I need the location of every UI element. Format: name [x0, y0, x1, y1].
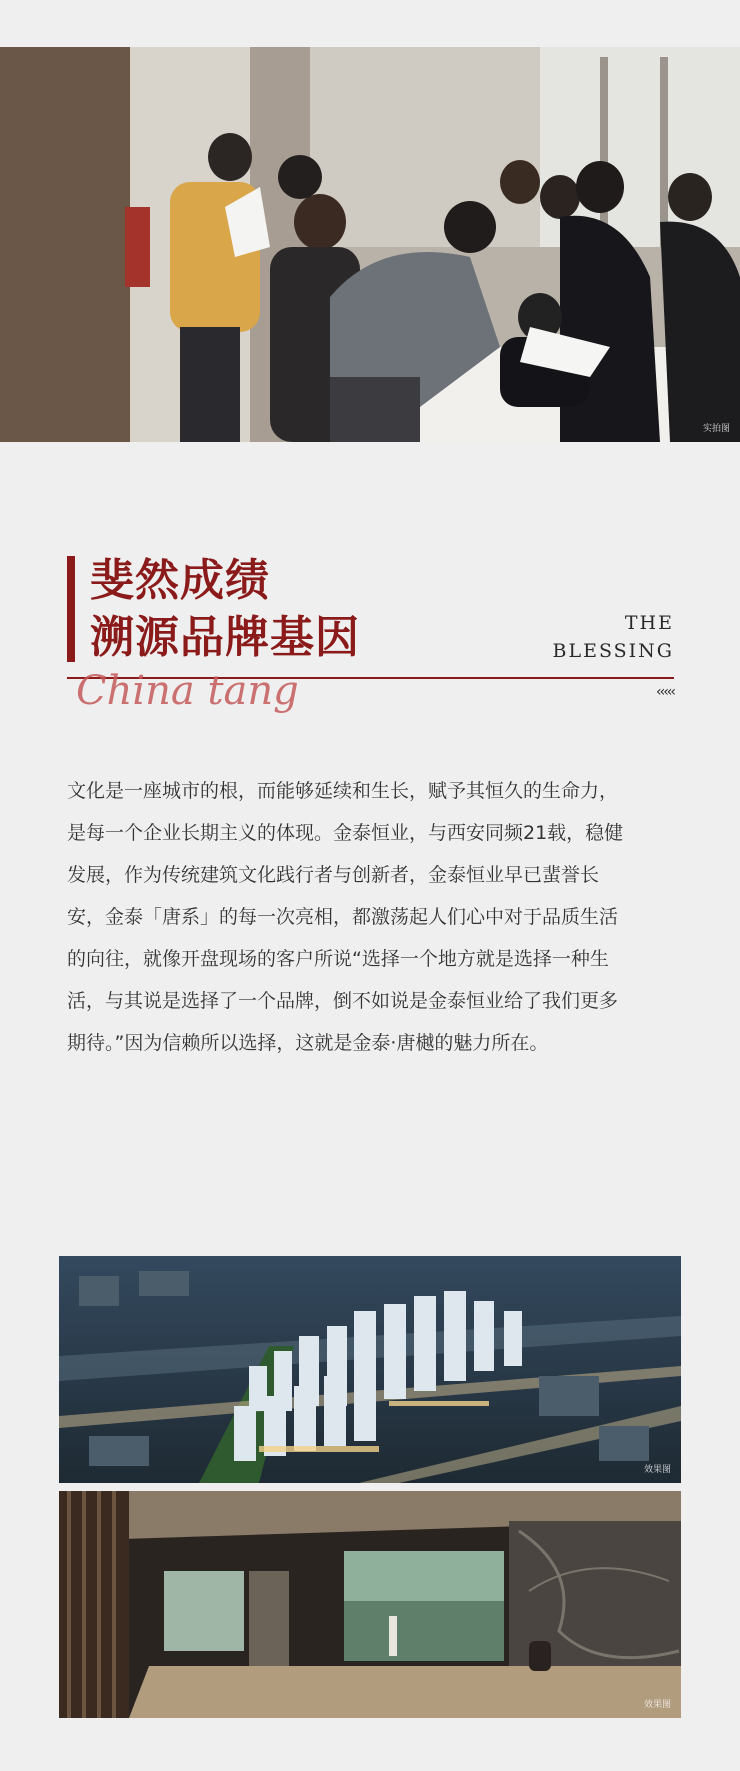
body-line: 期待。”因为信赖所以选择，这就是金泰·唐樾的魅力所在。	[67, 1032, 549, 1054]
english-subtitle-line-1: THE	[624, 612, 674, 634]
photo-tag: 效果图	[643, 1700, 671, 1710]
aerial-rendering	[59, 1256, 681, 1483]
script-watermark: China tang	[76, 668, 299, 714]
body-line: 的向往，就像开盘现场的客户所说“选择一个地方就是选择一种生	[67, 948, 609, 970]
aerial-rendering-graphic	[59, 1256, 681, 1483]
body-line: 发展，作为传统建筑文化践行者与创新者，金泰恒业早已蜚誉长	[67, 864, 600, 886]
event-photo-graphic	[0, 47, 740, 442]
photo-tag: 效果图	[643, 1465, 671, 1475]
body-line: 安，金泰「唐系」的每一次亮相，都激荡起人们心中对于品质生活	[67, 906, 619, 928]
lobby-rendering-graphic	[59, 1491, 681, 1718]
lobby-rendering	[59, 1491, 681, 1718]
chevron-left-icon: ‹‹‹‹‹	[656, 684, 674, 700]
body-line: 是每一个企业长期主义的体现。金泰恒业，与西安同频21载，稳健	[67, 822, 624, 844]
english-subtitle-line-2: BLESSING	[552, 640, 674, 662]
body-paragraph	[67, 770, 679, 1064]
section-title-line-2: 溯源品牌基因	[90, 612, 360, 663]
section-title-line-1: 斐然成绩	[90, 555, 270, 606]
body-line: 文化是一座城市的根，而能够延续和生长，赋予其恒久的生命力，	[67, 780, 619, 802]
title-accent-bar	[67, 556, 75, 662]
body-line: 活，与其说是选择了一个品牌，倒不如说是金泰恒业给了我们更多	[67, 990, 619, 1012]
photo-tag: 实拍图	[702, 424, 730, 434]
event-photo	[0, 47, 740, 442]
